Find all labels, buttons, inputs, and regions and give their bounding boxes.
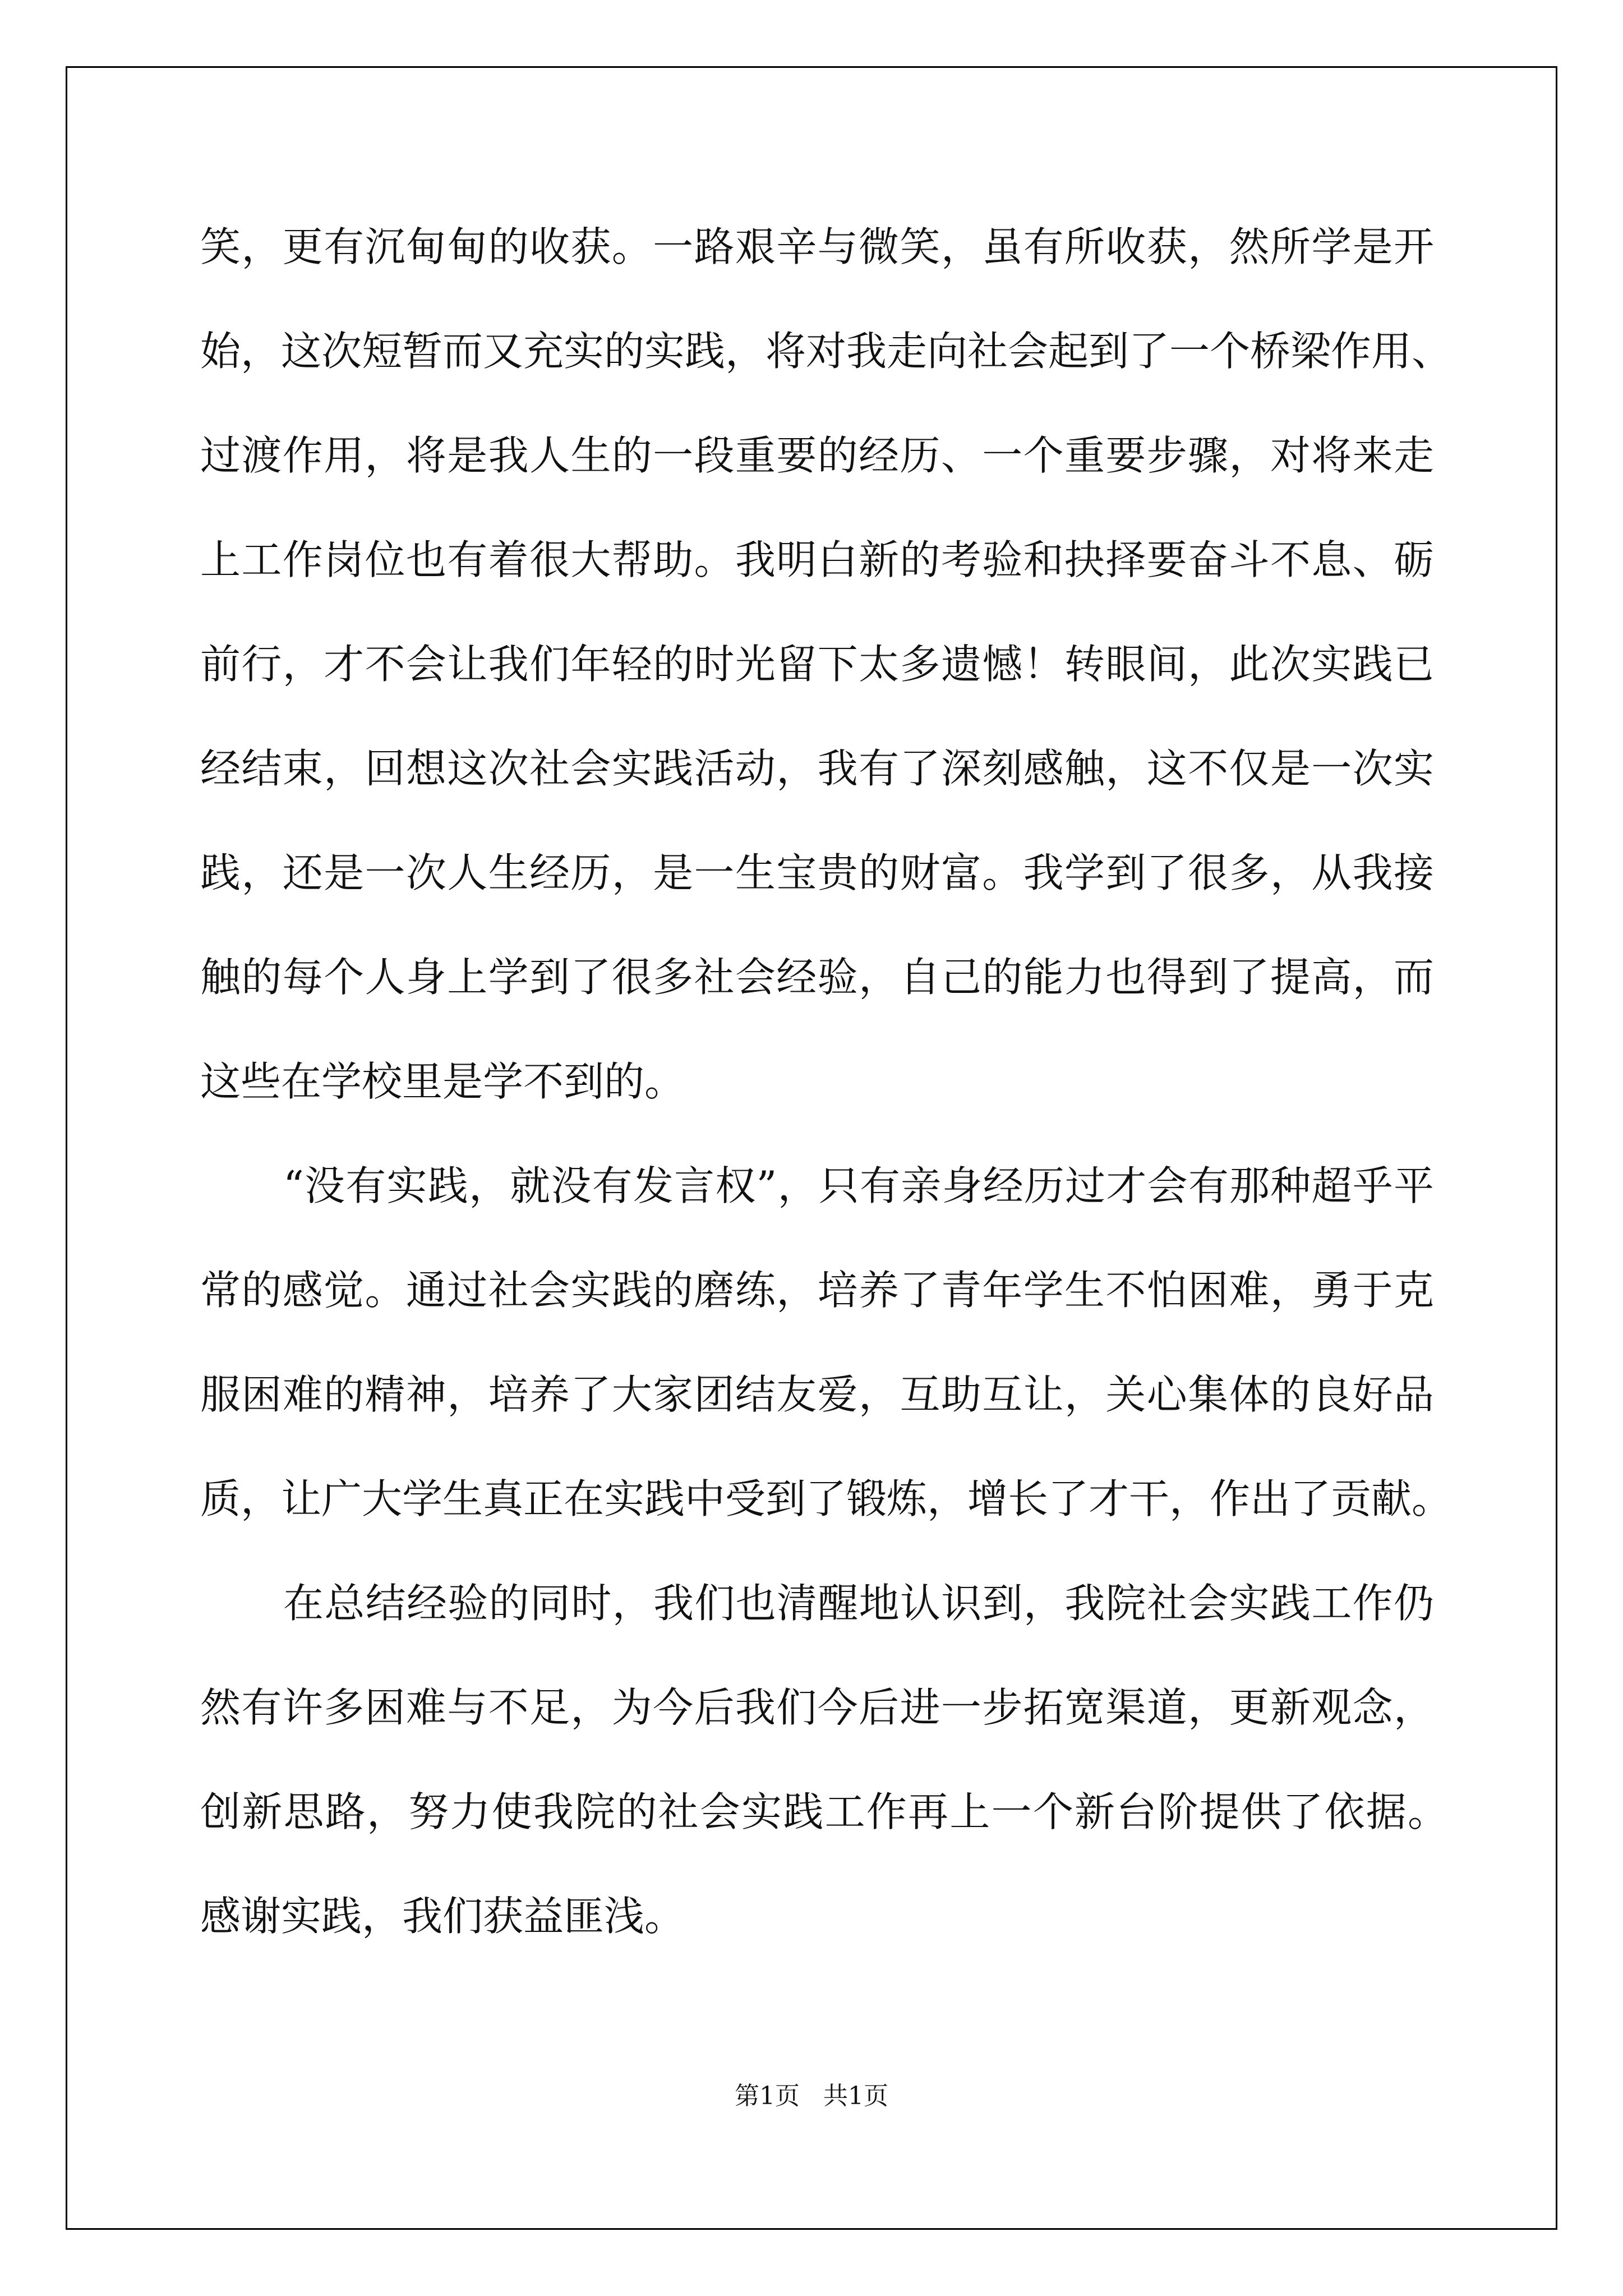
text-line: 常的感觉。通过社会实践的磨练，培养了青年学生不怕困难，勇于克 bbox=[200, 1267, 1435, 1314]
text-line: 然有许多困难与不足，为今后我们今后进一步拓宽渠道，更新观念， bbox=[200, 1684, 1435, 1731]
text-line: 上工作岗位也有着很大帮助。我明白新的考验和抉择要奋斗不息、砺 bbox=[200, 536, 1435, 583]
page-footer: 第1页 共1页 bbox=[735, 2082, 888, 2110]
text-line: 触的每个人身上学到了很多社会经验，自己的能力也得到了提高，而 bbox=[200, 954, 1435, 1001]
text-line: 创新思路，努力使我院的社会实践工作再上一个新台阶提供了依据。 bbox=[200, 1788, 1450, 1835]
text-line: 经结束，回想这次社会实践活动，我有了深刻感触，这不仅是一次实 bbox=[200, 745, 1435, 792]
text-line: 笑，更有沉甸甸的收获。一路艰辛与微笑，虽有所收获，然所学是开 bbox=[200, 223, 1435, 270]
text-line: 感谢实践，我们获益匪浅。 bbox=[200, 1893, 685, 1940]
text-line: 这些在学校里是学不到的。 bbox=[200, 1058, 685, 1105]
text-line: 前行，才不会让我们年轻的时光留下太多遗憾！转眼间，此次实践已 bbox=[200, 641, 1435, 688]
text-line: “没有实践，就没有发言权”，只有亲身经历过才会有那种超乎平 bbox=[283, 1162, 1435, 1209]
text-line: 在总结经验的同时，我们也清醒地认识到，我院社会实践工作仍 bbox=[283, 1580, 1435, 1627]
text-line: 践，还是一次人生经历，是一生宝贵的财富。我学到了很多，从我接 bbox=[200, 849, 1435, 896]
text-line: 始，这次短暂而又充实的实践，将对我走向社会起到了一个桥梁作用、 bbox=[200, 328, 1453, 375]
text-line: 服困难的精神，培养了大家团结友爱，互助互让，关心集体的良好品 bbox=[200, 1371, 1435, 1418]
text-line: 过渡作用，将是我人生的一段重要的经历、一个重要步骤，对将来走 bbox=[200, 432, 1435, 479]
text-line: 质，让广大学生真正在实践中受到了锻炼，增长了才干，作出了贡献。 bbox=[200, 1475, 1453, 1522]
